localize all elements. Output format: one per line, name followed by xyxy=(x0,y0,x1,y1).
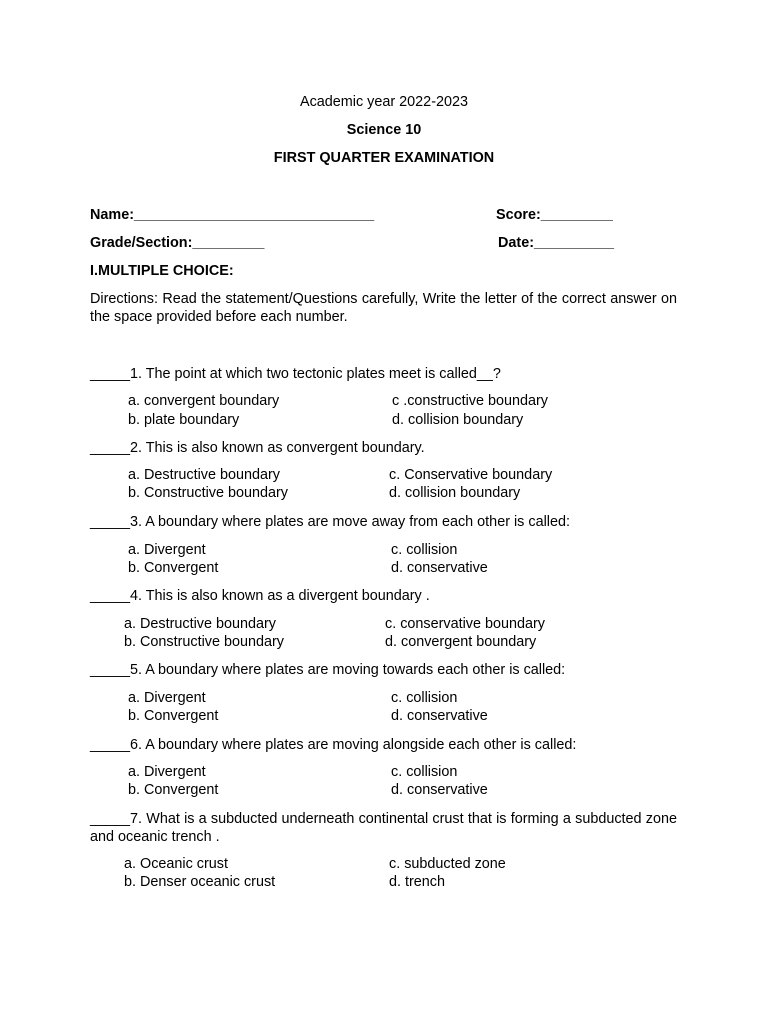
option-b: b. Denser oceanic crust xyxy=(124,874,276,890)
option-b: b. Constructive boundary xyxy=(124,634,284,650)
option-a: a. Divergent xyxy=(128,690,206,706)
question-7: _____7. What is a subducted underneath continental crust that is forming a subducted zone and oceanic trench . xyxy=(90,811,677,845)
question-3: _____3. A boundary where plates are move away from each other is called: xyxy=(90,514,570,530)
subject-title: Science 10 xyxy=(346,122,422,138)
question-2: _____2. This is also known as convergent boundary. xyxy=(90,440,425,456)
option-a: a. convergent boundary xyxy=(128,393,280,409)
section-title: I.MULTIPLE CHOICE: xyxy=(90,263,234,279)
exam-title: FIRST QUARTER EXAMINATION xyxy=(273,150,495,166)
score-field: Score:_________ xyxy=(496,207,613,223)
option-d: d. collision boundary xyxy=(392,412,524,428)
option-d: d. conservative xyxy=(391,782,488,798)
option-a: a. Divergent xyxy=(128,764,206,780)
academic-year: Academic year 2022-2023 xyxy=(300,94,468,110)
option-c: c. Conservative boundary xyxy=(389,467,553,483)
option-a: a. Destructive boundary xyxy=(124,616,276,632)
option-c: c .constructive boundary xyxy=(392,393,548,409)
option-d: d. conservative xyxy=(391,708,488,724)
option-a: a. Oceanic crust xyxy=(124,856,228,872)
option-b: b. Convergent xyxy=(128,782,219,798)
date-field: Date:__________ xyxy=(498,235,615,251)
question-5: _____5. A boundary where plates are moving towards each other is called: xyxy=(90,662,566,678)
directions: Directions: Read the statement/Questions carefully, Write the letter of the correct answer on the space provided before each number. xyxy=(90,291,677,325)
option-c: c. collision xyxy=(391,690,458,706)
option-c: c. collision xyxy=(391,764,458,780)
option-b: b. plate boundary xyxy=(128,412,240,428)
option-d: d. convergent boundary xyxy=(385,634,537,650)
option-b: b. Convergent xyxy=(128,560,219,576)
option-c: c. conservative boundary xyxy=(385,616,545,632)
question-6: _____6. A boundary where plates are moving alongside each other is called: xyxy=(90,737,577,753)
option-d: d. conservative xyxy=(391,560,488,576)
option-b: b. Constructive boundary xyxy=(128,485,288,501)
option-a: a. Destructive boundary xyxy=(128,467,280,483)
grade-section-field: Grade/Section:_________ xyxy=(90,235,265,251)
option-c: c. collision xyxy=(391,542,458,558)
name-field: Name:______________________________ xyxy=(90,207,375,223)
option-c: c. subducted zone xyxy=(389,856,506,872)
question-1: _____1. The point at which two tectonic plates meet is called__? xyxy=(90,366,501,382)
option-b: b. Convergent xyxy=(128,708,219,724)
option-a: a. Divergent xyxy=(128,542,206,558)
question-4: _____4. This is also known as a divergent boundary . xyxy=(90,588,430,604)
option-d: d. trench xyxy=(389,874,445,890)
option-d: d. collision boundary xyxy=(389,485,521,501)
